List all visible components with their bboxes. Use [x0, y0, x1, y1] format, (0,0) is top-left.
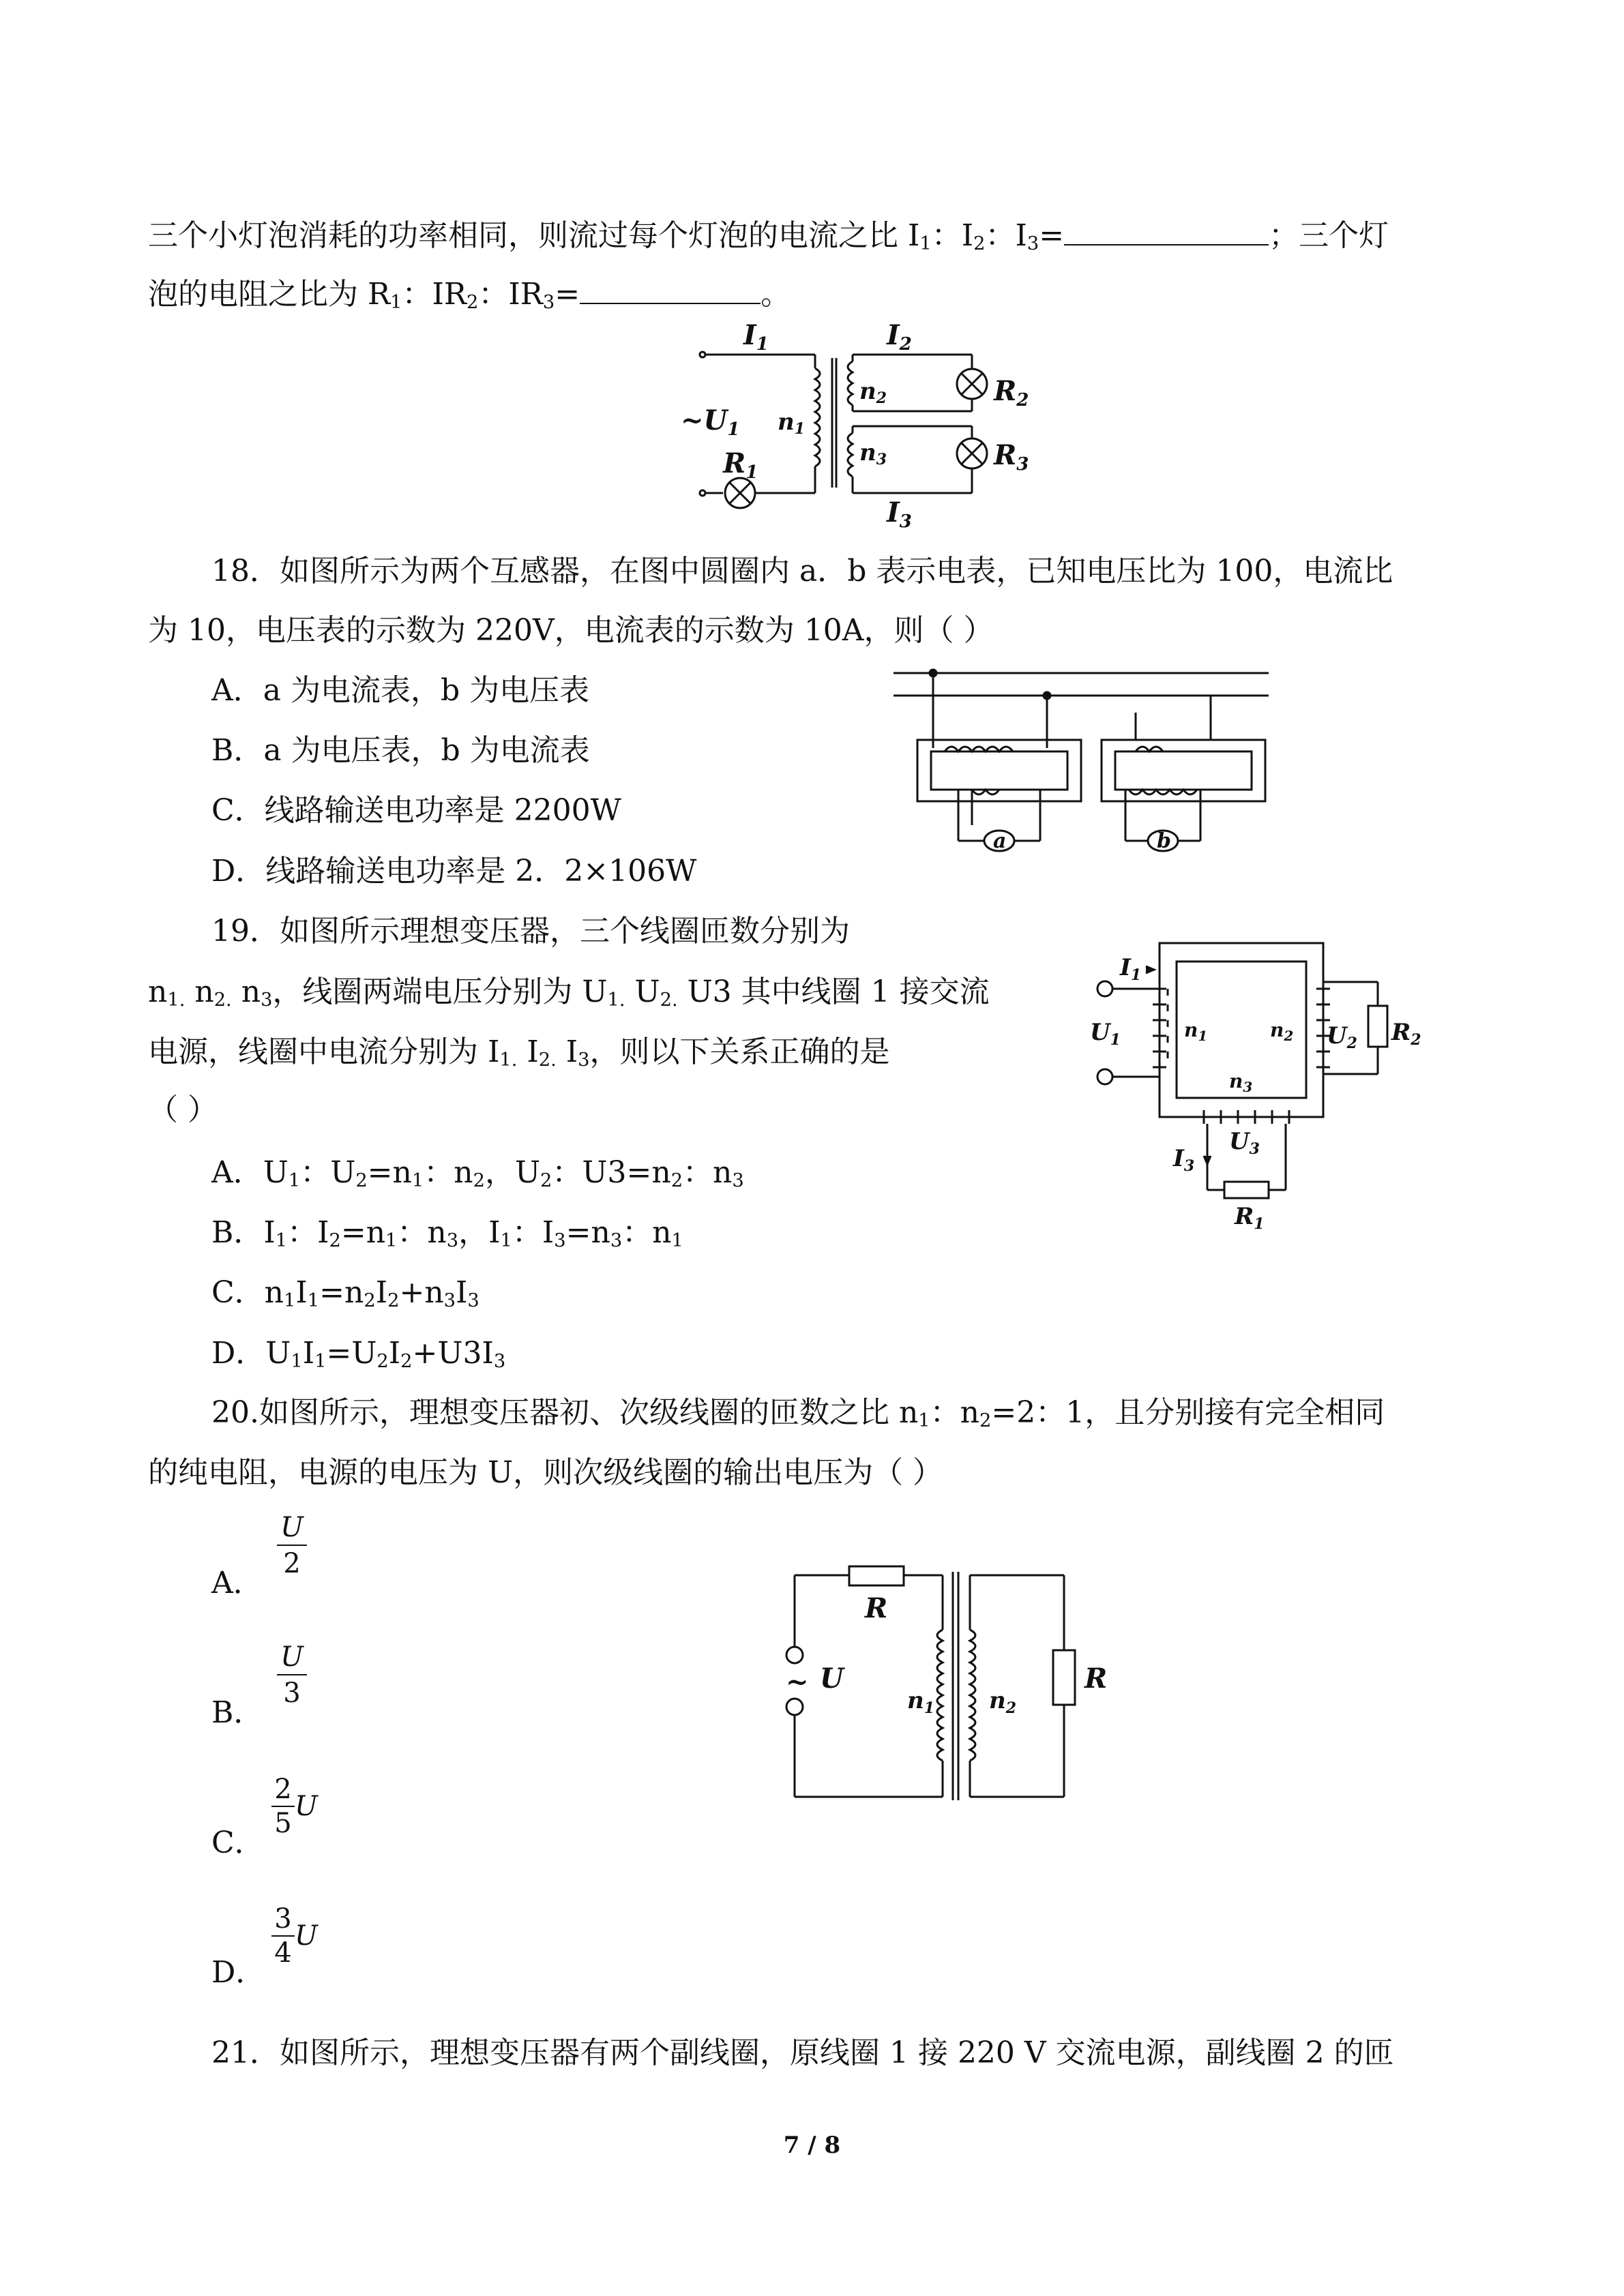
- label-n1: $n_1$: [907, 1687, 935, 1717]
- label-n3: $n_3$: [1229, 1070, 1253, 1095]
- label-R-right: R: [1084, 1663, 1108, 1695]
- ac-source-symbol: ~: [786, 1666, 809, 1698]
- q20-option-d-fraction: $\frac{3}{4}$ U: [271, 1903, 318, 1969]
- label-I3: $I_3$: [1173, 1145, 1195, 1175]
- q19-line2: $n_{1.}$ $n_{2.}$ $n_3$，线圈两端电压分别为 $U_{1.}$ $U_{2.}$ U3 其中线圈 1 接交流: [148, 974, 990, 1011]
- q20-option-b-label[interactable]: B．: [211, 1695, 264, 1730]
- label-n1: $n_1$: [1184, 1019, 1208, 1044]
- q19-option-c[interactable]: C．$n_1I_1=n_2I_2+n_3I_3$: [211, 1275, 479, 1311]
- q20-option-a-label[interactable]: A．: [211, 1566, 263, 1600]
- q19-line4: （ ）: [148, 1092, 218, 1127]
- q18-line1: 18．如图所示为两个互感器，在图中圆圈内 a．b 表示电表，已知电压比为 100，电流比: [211, 554, 1393, 588]
- transformer-three-coil-figure: [668, 317, 1037, 535]
- meter-a-label: a: [993, 829, 1007, 853]
- label-R3: $R_3$: [994, 439, 1029, 475]
- q20-line1: 20.如图所示，理想变压器初、次级线圈的匝数之比 $n_1$：$n_2=2$：1，且分别接有完全相同: [211, 1395, 1385, 1431]
- q21-line1: 21．如图所示，理想变压器有两个副线圈，原线圈 1 接 220 V 交流电源，副线圈 2 的匝: [211, 2036, 1394, 2070]
- label-R1: $R_1$: [723, 447, 758, 483]
- three-winding-transformer-figure: [1084, 938, 1439, 1238]
- q19-line3: 电源，线圈中电流分别为 $I_{1.}$ $I_{2.}$ $I_3$，则以下关系正确的是: [148, 1034, 890, 1071]
- q19-option-a[interactable]: A．$U_1$：$U_2=n_1$：$n_2$，$U_2$：$U3=n_2$：$n_3$: [211, 1155, 744, 1191]
- page-number: 7 / 8: [783, 2132, 841, 2159]
- label-U1: $\sim U_1$: [681, 404, 740, 440]
- label-I2: $I_2$: [887, 319, 912, 355]
- label-R-top: R: [865, 1592, 888, 1624]
- q19-option-d[interactable]: D．$U_1I_1=U_2I_2+U3I_3$: [211, 1336, 506, 1372]
- label-n2: $n_2$: [1270, 1019, 1294, 1044]
- q17-line2: 泡的电阻之比为 $R_1$：$IR_2$：$IR_3=$ 。: [148, 277, 791, 313]
- q20-option-d-label[interactable]: D．: [211, 1955, 266, 1990]
- q20-option-b-fraction: U 3: [271, 1640, 312, 1711]
- q18-option-b[interactable]: B．a 为电压表，b 为电流表: [211, 733, 590, 768]
- q18-option-d[interactable]: D．线路输送电功率是 2．2×106W: [211, 854, 697, 889]
- label-I1: $I_1$: [743, 319, 769, 355]
- label-n2: $n_2$: [989, 1687, 1017, 1717]
- label-U2: $U_2$: [1327, 1022, 1357, 1052]
- label-R2: $R_2$: [994, 375, 1029, 411]
- q18-line2: 为 10，电压表的示数为 220V，电流表的示数为 10A，则（ ）: [148, 613, 994, 648]
- transformer-with-resistors-figure: [784, 1558, 1125, 1810]
- meter-b-label: b: [1157, 829, 1171, 853]
- q20-line2: 的纯电阻，电源的电压为 U，则次级线圈的输出电压为（ ）: [148, 1455, 943, 1490]
- label-I1: $I_1$: [1120, 954, 1142, 984]
- answer-blank[interactable]: [580, 275, 761, 304]
- q20-option-c-fraction: $\frac{2}{5}$ U: [271, 1773, 318, 1840]
- label-U: U: [820, 1663, 844, 1695]
- answer-blank[interactable]: [1064, 217, 1269, 245]
- q17-line1: 三个小灯泡消耗的功率相同，则流过每个灯泡的电流之比 $I_1$：$I_2$：$I_3=$ ；三个灯: [148, 218, 1389, 254]
- label-R2: $R_2$: [1391, 1019, 1421, 1049]
- label-n2: n2: [859, 378, 887, 407]
- q19-option-b[interactable]: B．$I_1$：$I_2=n_1$：$n_3$，$I_1$：$I_3=n_3$：$n_1$: [211, 1215, 683, 1251]
- q18-option-a[interactable]: A．a 为电流表，b 为电压表: [211, 673, 590, 708]
- label-n3: n3: [859, 439, 887, 468]
- q18-option-c[interactable]: C．线路输送电功率是 2200W: [211, 793, 621, 828]
- label-U3: $U_3$: [1229, 1128, 1260, 1158]
- label-I3: $I_3$: [887, 496, 912, 532]
- q19-line1: 19．如图所示理想变压器，三个线圈匝数分别为: [211, 914, 850, 949]
- q20-option-c-label[interactable]: C．: [211, 1825, 265, 1860]
- instrument-transformers-figure: [890, 665, 1272, 863]
- label-U1: $U_1$: [1090, 1019, 1121, 1049]
- q20-option-a-fraction: U 2: [271, 1510, 312, 1581]
- label-n1: n1: [778, 408, 806, 438]
- label-R1: $R_1$: [1235, 1203, 1265, 1233]
